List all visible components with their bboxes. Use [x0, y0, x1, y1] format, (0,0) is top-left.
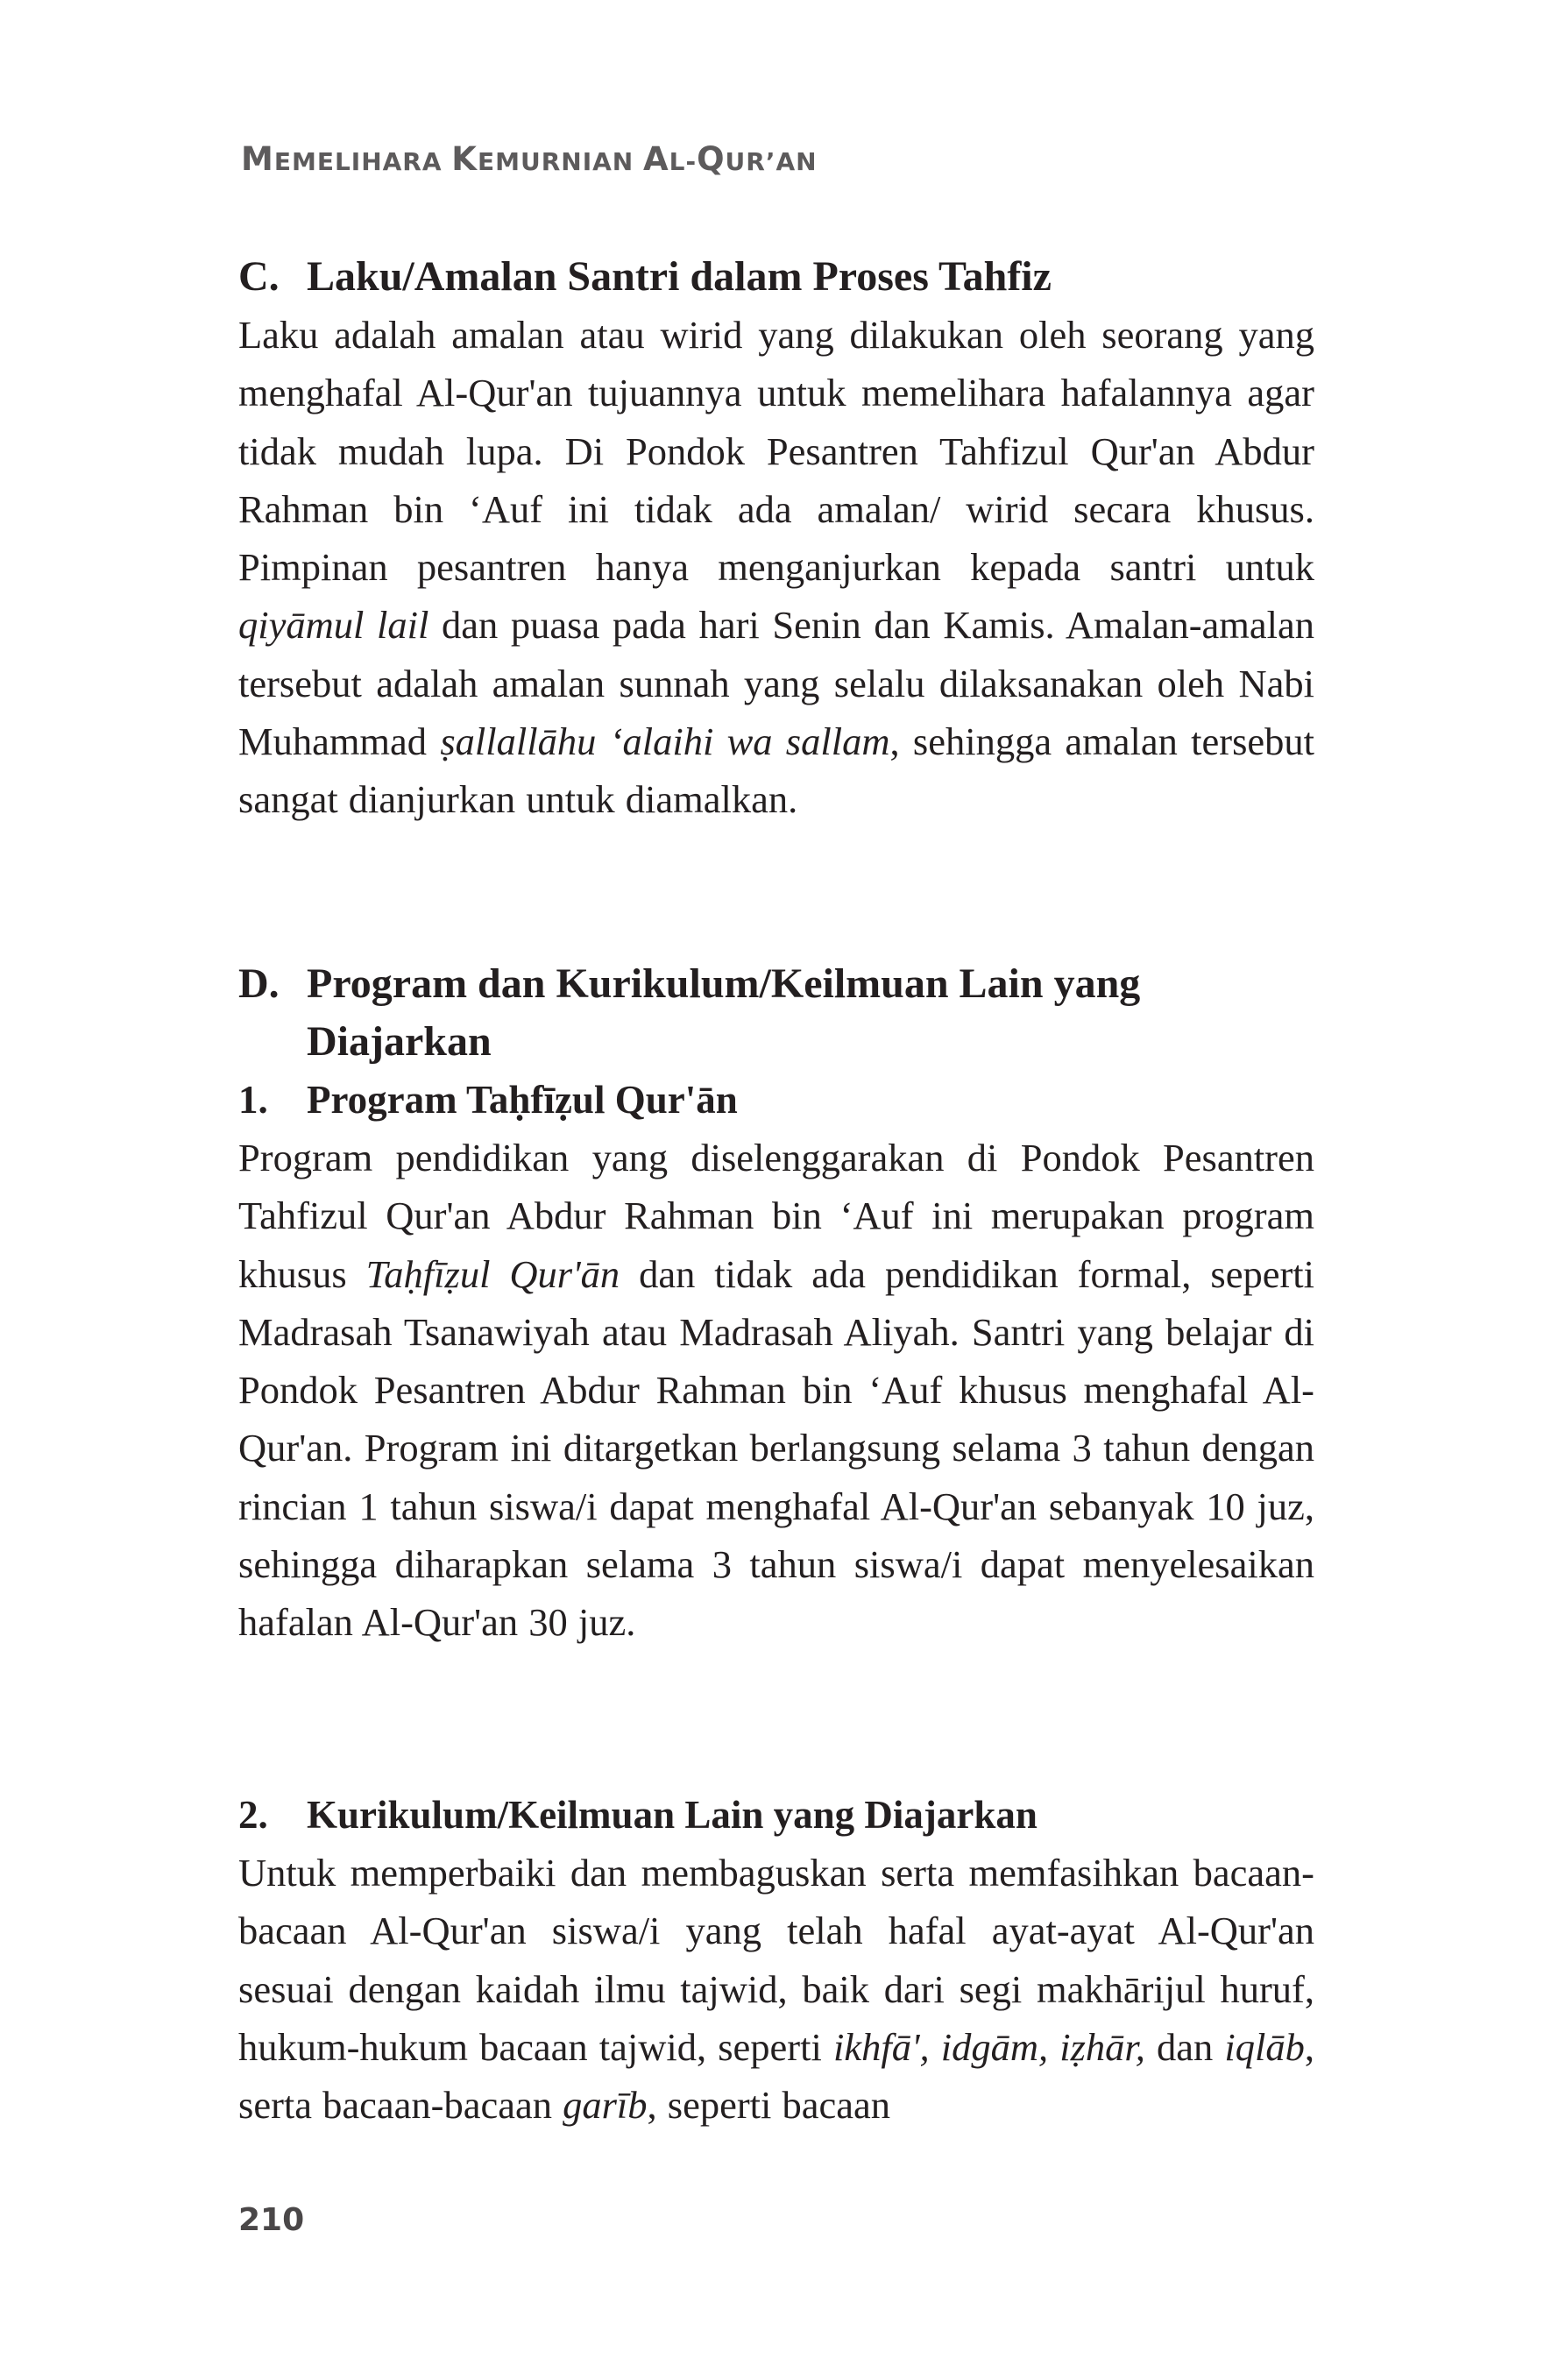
subsection-2-paragraph: Untuk memperbaiki dan membaguskan serta memfasihkan bacaan-bacaan Al-Qur'an siswa/i yang telah hafal ayat-ayat Al-Qur'an sesuai dengan kaidah ilmu tajwid, baik dari segi makhārijul huruf, hukum-hukum bacaan tajwid, seperti ikhfā', idgām, iẓhār, dan iqlāb, serta bacaan-bacaan garīb, seperti bacaan	[238, 1851, 1314, 2128]
subsection-2	[238, 1786, 1314, 2134]
section-c-heading	[238, 248, 1314, 306]
section-d-letter: D.	[238, 960, 280, 1007]
subsection-1-heading	[238, 1071, 1314, 1129]
section-c-paragraph: Laku adalah amalan atau wirid yang dilakukan oleh seorang yang menghafal Al-Qur'an tujuannya untuk memelihara hafalannya agar tidak mudah lupa. Di Pondok Pesantren Tahfizul Qur'an Abdur Rahman bin ‘Auf ini tidak ada amalan/ wirid secara khusus. Pimpinan pesantren hanya menganjurkan kepada santri untuk qiyāmul lail dan puasa pada hari Senin dan Kamis. Amalan-amalan tersebut adalah amalan sunnah yang selalu dilaksanakan oleh Nabi Muhammad ṣallallāhu ‘alaihi wa sallam, sehingga amalan tersebut sangat dianjurkan untuk diamalkan.	[238, 313, 1315, 822]
subsection-2-heading	[238, 1786, 1314, 1844]
page-number: 210	[238, 2202, 305, 2238]
section-d-heading	[238, 955, 1314, 1071]
subsection-1-paragraph: Program pendidikan yang diselenggarakan di Pondok Pesantren Tahfizul Qur'an Abdur Rahman bin ‘Auf ini merupakan program khusus Taḥfīẓul Qur'ān dan tidak ada pendidikan formal, seperti Madrasah Tsanawiyah atau Madrasah Aliyah. Santri yang belajar di Pondok Pesantren Abdur Rahman bin ‘Auf khusus menghafal Al-Qur'an. Program ini ditargetkan berlangsung selama 3 tahun dengan rincian 1 tahun siswa/i dapat menghafal Al-Qur'an sebanyak 10 juz, sehingga diharapkan selama 3 tahun siswa/i dapat menyelesaikan hafalan Al-Qur'an 30 juz.	[238, 1136, 1314, 1645]
subsection-1-title: Program Taḥfīẓul Qur'ān	[307, 1078, 738, 1122]
subsection-2-title: Kurikulum/Keilmuan Lain yang Diajarkan	[307, 1793, 1038, 1837]
subsection-2-number: 2.	[238, 1793, 268, 1837]
section-d-title: Program dan Kurikulum/Keilmuan Lain yang Diajarkan	[307, 960, 1141, 1065]
subsection-1-number: 1.	[238, 1078, 268, 1122]
section-d	[238, 955, 1314, 1652]
section-c-letter: C.	[238, 253, 280, 300]
section-c-title: Laku/Amalan Santri dalam Proses Tahfiz	[307, 253, 1052, 300]
running-header: MEMELIHARA KEMURNIAN AL-QUR’AN	[241, 140, 818, 178]
section-c	[238, 248, 1314, 829]
